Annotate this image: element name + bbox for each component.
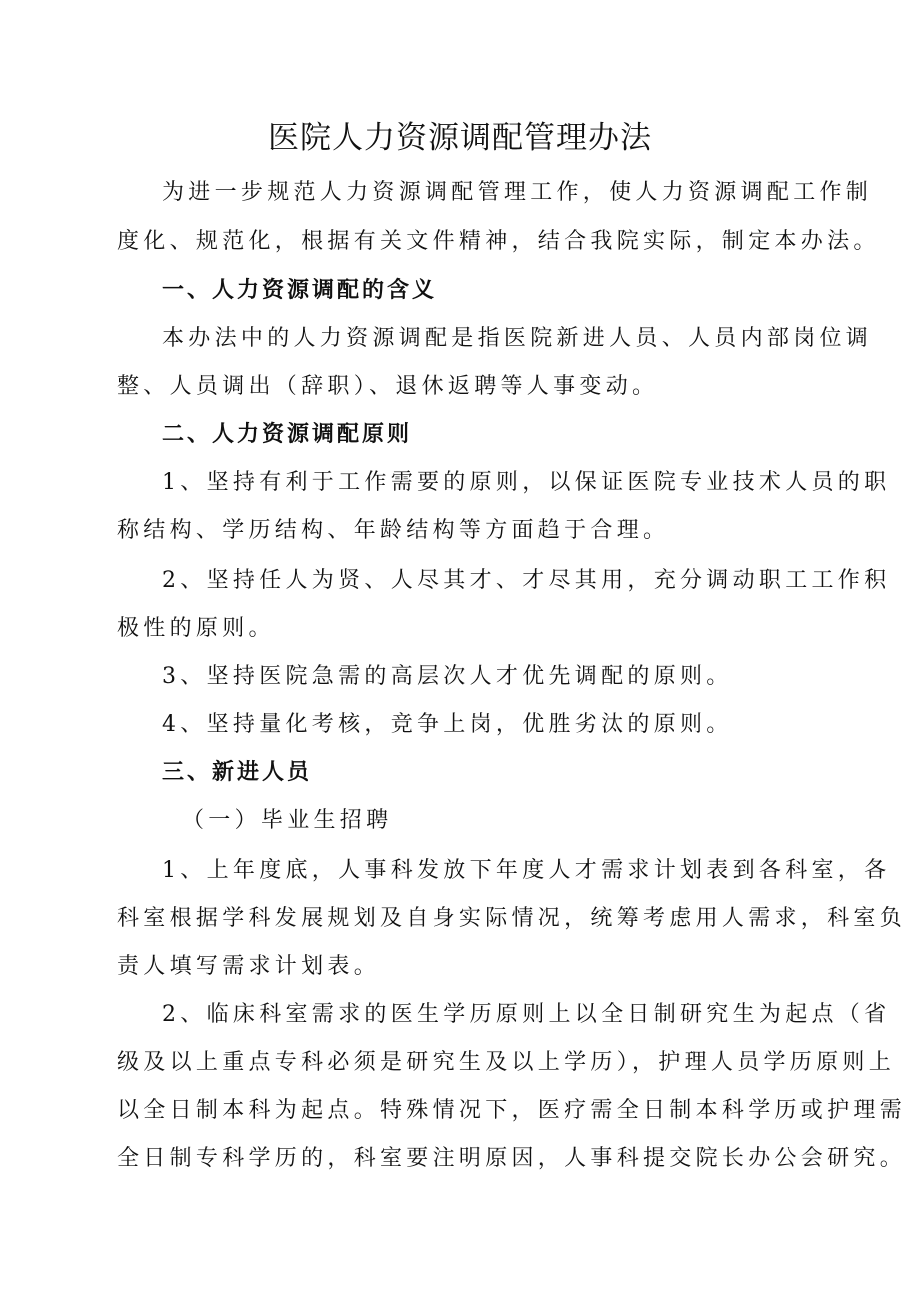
principle-3: 3、坚持医院急需的高层次人才优先调配的原则。: [162, 664, 733, 689]
recruit-item-2-line-3: 以全日制本科为起点。特殊情况下，医疗需全日制本科学历或护理需: [117, 1098, 907, 1123]
principle-1-line-2: 称结构、学历结构、年龄结构等方面趋于合理。: [117, 518, 670, 543]
paragraph-intro-line-2: 度化、规范化，根据有关文件精神，结合我院实际，制定本办法。: [117, 229, 880, 254]
paragraph-definition-line-2: 整、人员调出（辞职）、退休返聘等人事变动。: [117, 374, 659, 399]
section-heading-2: 二、人力资源调配原则: [162, 422, 413, 447]
section-heading-1: 一、人力资源调配的含义: [162, 278, 438, 303]
recruit-item-1-line-3: 责人填写需求计划表。: [117, 954, 381, 979]
principle-2-line-2: 极性的原则。: [117, 616, 275, 641]
recruit-item-1-line-1: 1、上年度底，人事科发放下年度人才需求计划表到各科室，各: [162, 858, 891, 883]
principle-1-line-1: 1、坚持有利于工作需要的原则，以保证医院专业技术人员的职: [162, 470, 891, 495]
recruit-item-2-line-2: 级及以上重点专科必须是研究生及以上学历），护理人员学历原则上: [117, 1050, 896, 1075]
paragraph-definition-line-1: 本办法中的人力资源调配是指医院新进人员、人员内部岗位调: [162, 326, 873, 351]
principle-2-line-1: 2、坚持任人为贤、人尽其才、才尽其用，充分调动职工工作积: [162, 568, 891, 593]
recruit-item-2-line-4: 全日制专科学历的，科室要注明原因，人事科提交院长办公会研究。: [117, 1146, 907, 1171]
principle-4: 4、坚持量化考核，竞争上岗，优胜劣汰的原则。: [162, 712, 733, 737]
document-title: 医院人力资源调配管理办法: [268, 120, 652, 156]
section-heading-3: 三、新进人员: [162, 760, 313, 785]
recruit-item-1-line-2: 科室根据学科发展规划及自身实际情况，统筹考虑用人需求，科室负: [117, 906, 907, 931]
recruit-item-2-line-1: 2、临床科室需求的医生学历原则上以全日制研究生为起点（省: [162, 1002, 891, 1027]
paragraph-intro-line-1: 为进一步规范人力资源调配管理工作，使人力资源调配工作制: [162, 180, 873, 205]
subsection-heading-1: （一）毕业生招聘: [182, 808, 393, 833]
